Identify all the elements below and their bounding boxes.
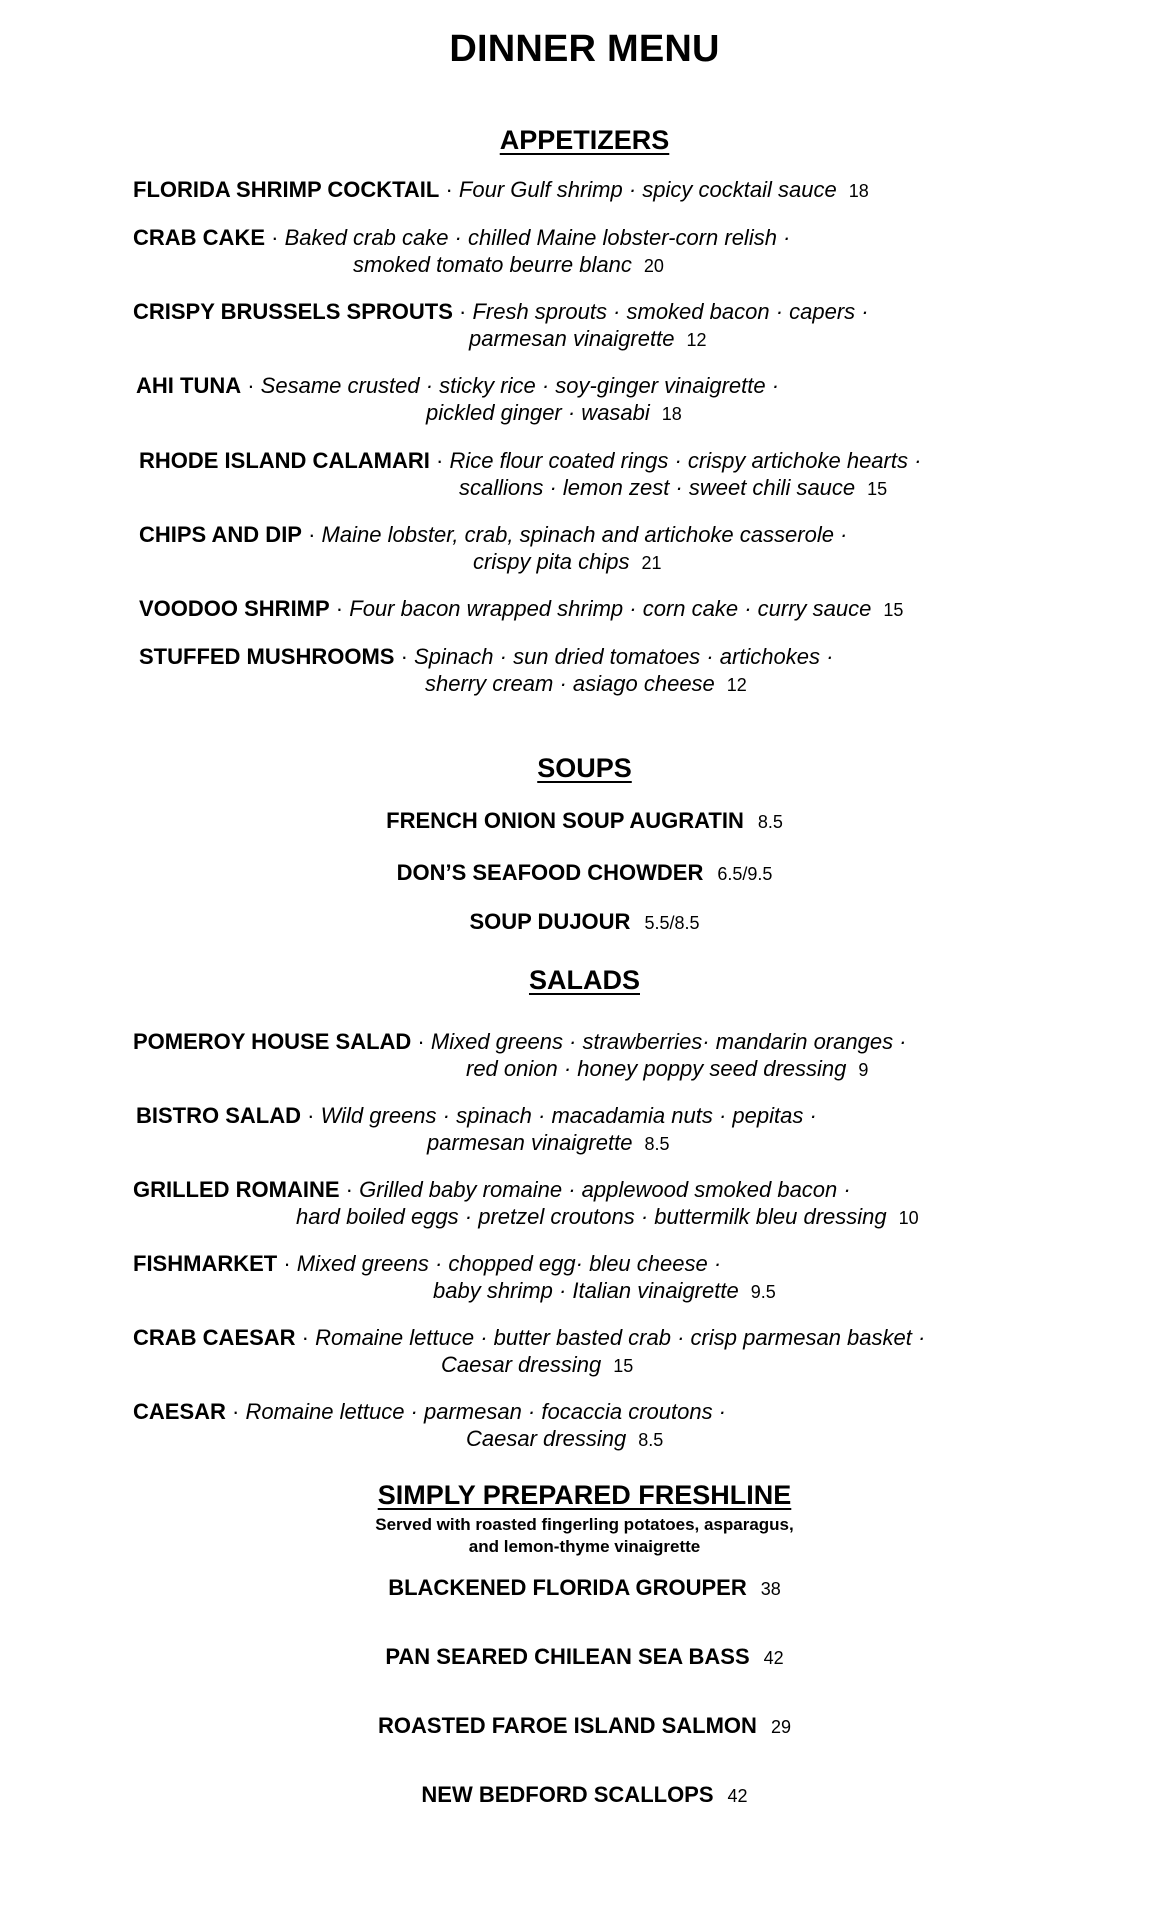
menu-title: DINNER MENU — [449, 28, 720, 70]
item-description-cont: Caesar dressing — [466, 1426, 627, 1451]
item-price: 8.5 — [757, 812, 783, 832]
item-name: BLACKENED FLORIDA GROUPER — [388, 1575, 747, 1600]
item-separator: · — [265, 225, 285, 250]
item-separator: · — [339, 1177, 360, 1202]
item-description: Fresh sprouts · smoked bacon · capers · — [472, 299, 869, 324]
freshline-heading: SIMPLY PREPARED FRESHLINE — [377, 1480, 792, 1510]
freshline-subtitle-cont: and lemon-thyme vinaigrette — [468, 1537, 701, 1556]
item-separator: · — [241, 373, 261, 398]
item-separator: · — [452, 299, 473, 324]
item-name: SOUP DUJOUR — [469, 909, 631, 934]
salad-item — [133, 1028, 907, 1084]
item-price: 8.5 — [644, 1134, 670, 1154]
item-price: 42 — [727, 1786, 748, 1806]
item-separator: · — [439, 177, 459, 202]
item-separator: · — [429, 448, 450, 473]
item-description: Sesame crusted · sticky rice · soy-ginger vinaigrette · — [260, 373, 780, 398]
item-description: Spinach · sun dried tomatoes · artichokes · — [414, 644, 834, 669]
item-description: Baked crab cake · chilled Maine lobster-corn relish · — [284, 225, 791, 250]
item-description-cont: hard boiled eggs · pretzel croutons · buttermilk bleu dressing — [296, 1204, 887, 1229]
item-description-cont: parmesan vinaigrette — [469, 326, 675, 351]
item-price: 6.5/9.5 — [717, 864, 773, 884]
item-description-cont: Caesar dressing — [441, 1352, 602, 1377]
appetizers-heading: APPETIZERS — [499, 125, 670, 155]
item-description-cont: parmesan vinaigrette — [427, 1130, 633, 1155]
item-name: CHIPS AND DIP — [139, 522, 302, 547]
appetizer-item — [136, 372, 779, 428]
item-name: CRISPY BRUSSELS SPROUTS — [133, 299, 453, 324]
salad-item — [133, 1324, 925, 1380]
item-description-cont: red onion · honey poppy seed dressing — [466, 1056, 847, 1081]
item-price: 38 — [760, 1579, 781, 1599]
item-price: 18 — [848, 181, 869, 201]
item-price: 15 — [867, 479, 888, 499]
item-name: NEW BEDFORD SCALLOPS — [421, 1782, 714, 1807]
item-description: Mixed greens · strawberries· mandarin oranges · — [430, 1029, 907, 1054]
item-name: POMEROY HOUSE SALAD — [133, 1029, 412, 1054]
item-name: VOODOO SHRIMP — [139, 596, 330, 621]
item-description: Romaine lettuce · parmesan · focaccia croutons · — [245, 1399, 727, 1424]
freshline-subtitle: Served with roasted fingerling potatoes, asparagus, — [375, 1515, 794, 1534]
freshline-item — [0, 1782, 1169, 1808]
item-separator: · — [295, 1325, 316, 1350]
item-separator: · — [225, 1399, 246, 1424]
item-description: Rice flour coated rings · crispy artichoke hearts · — [449, 448, 922, 473]
item-price: 29 — [770, 1717, 791, 1737]
item-separator: · — [329, 596, 350, 621]
soup-item — [0, 808, 1169, 834]
item-price: 15 — [883, 600, 904, 620]
item-description-cont: smoked tomato beurre blanc — [353, 252, 632, 277]
item-description: Maine lobster, crab, spinach and artichoke casserole · — [321, 522, 848, 547]
item-price: 20 — [643, 256, 664, 276]
item-description: Romaine lettuce · butter basted crab · crisp parmesan basket · — [315, 1325, 926, 1350]
appetizer-item — [133, 224, 790, 280]
item-separator: · — [411, 1029, 431, 1054]
item-description-cont: baby shrimp · Italian vinaigrette — [433, 1278, 739, 1303]
item-description: Grilled baby romaine · applewood smoked bacon · — [359, 1177, 851, 1202]
appetizer-item — [133, 298, 869, 354]
item-description-cont: sherry cream · asiago cheese — [425, 671, 715, 696]
item-price: 9 — [858, 1060, 869, 1080]
salad-item — [136, 1102, 817, 1158]
salad-item — [133, 1398, 726, 1454]
item-name: BISTRO SALAD — [136, 1103, 301, 1128]
appetizer-item — [139, 521, 847, 577]
salad-item — [133, 1176, 919, 1232]
item-description-cont: scallions · lemon zest · sweet chili sauce — [459, 475, 856, 500]
appetizer-item — [139, 643, 833, 699]
item-price: 12 — [726, 675, 747, 695]
item-separator: · — [301, 1103, 321, 1128]
item-price: 12 — [686, 330, 707, 350]
item-name: FRENCH ONION SOUP AUGRATIN — [386, 808, 744, 833]
item-description-cont: crispy pita chips — [473, 549, 630, 574]
item-price: 9.5 — [750, 1282, 776, 1302]
freshline-item — [0, 1575, 1169, 1601]
salad-item — [133, 1250, 776, 1306]
item-price: 10 — [898, 1208, 919, 1228]
item-name: STUFFED MUSHROOMS — [139, 644, 395, 669]
item-name: FISHMARKET — [133, 1251, 278, 1276]
item-name: GRILLED ROMAINE — [133, 1177, 340, 1202]
item-separator: · — [301, 522, 322, 547]
item-name: DON’S SEAFOOD CHOWDER — [396, 860, 704, 885]
item-price: 5.5/8.5 — [644, 913, 700, 933]
soups-heading: SOUPS — [537, 753, 632, 783]
freshline-item — [0, 1713, 1169, 1739]
item-name: AHI TUNA — [136, 373, 242, 398]
soup-item — [0, 909, 1169, 935]
item-name: CRAB CAESAR — [133, 1325, 296, 1350]
item-name: RHODE ISLAND CALAMARI — [139, 448, 430, 473]
item-description: Four Gulf shrimp · spicy cocktail sauce — [458, 177, 837, 202]
appetizer-item — [139, 447, 921, 503]
item-separator: · — [394, 644, 415, 669]
item-description: Wild greens · spinach · macadamia nuts · pepitas · — [320, 1103, 817, 1128]
item-price: 8.5 — [638, 1430, 664, 1450]
item-name: CRAB CAKE — [133, 225, 265, 250]
item-price: 21 — [641, 553, 662, 573]
item-name: ROASTED FAROE ISLAND SALMON — [378, 1713, 757, 1738]
item-price: 42 — [763, 1648, 784, 1668]
item-name: CAESAR — [133, 1399, 226, 1424]
appetizer-item — [139, 595, 903, 624]
appetizer-item — [133, 176, 869, 205]
item-price: 15 — [613, 1356, 634, 1376]
soup-item — [0, 860, 1169, 886]
item-separator: · — [277, 1251, 297, 1276]
item-price: 18 — [661, 404, 682, 424]
item-name: FLORIDA SHRIMP COCKTAIL — [133, 177, 440, 202]
salads-heading: SALADS — [528, 965, 640, 995]
item-description-cont: pickled ginger · wasabi — [426, 400, 650, 425]
item-description: Four bacon wrapped shrimp · corn cake · curry sauce — [349, 596, 872, 621]
item-description: Mixed greens · chopped egg· bleu cheese · — [296, 1251, 722, 1276]
item-name: PAN SEARED CHILEAN SEA BASS — [385, 1644, 750, 1669]
freshline-item — [0, 1644, 1169, 1670]
